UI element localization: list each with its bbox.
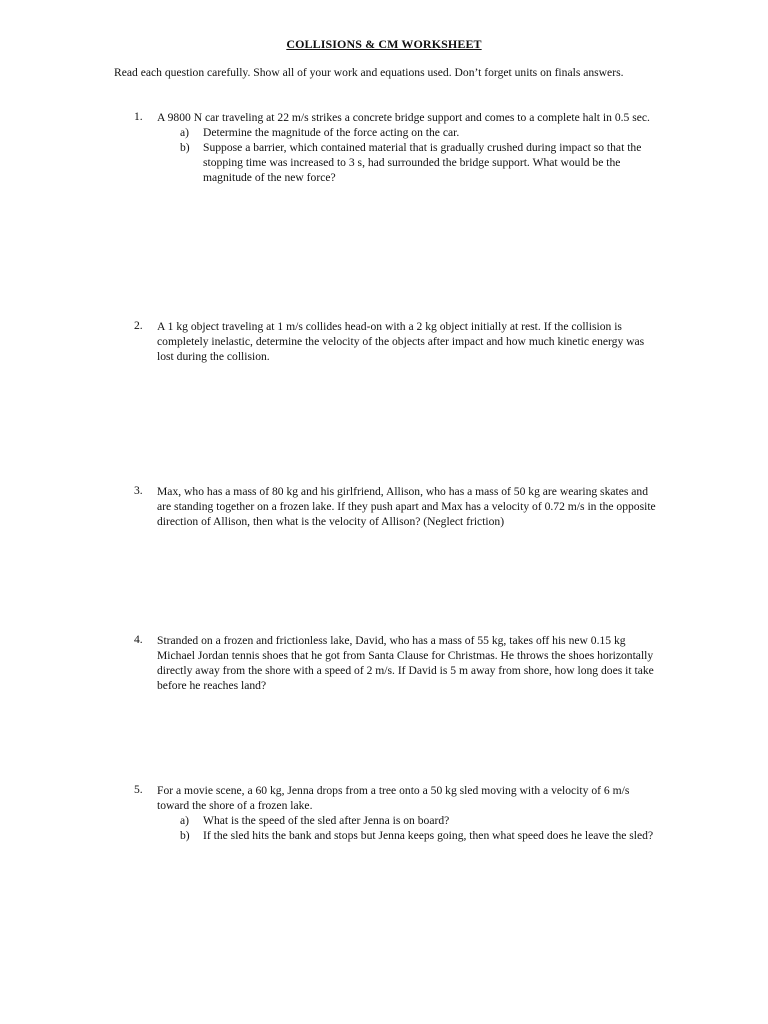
subquestion-text: What is the speed of the sled after Jenna is on board? — [203, 814, 450, 827]
question-number: 2. — [134, 319, 143, 332]
instructions: Read each question carefully. Show all of your work and equations used. Don’t forget units on finals answers. — [114, 66, 624, 79]
subquestion-label: b) — [180, 829, 190, 842]
subquestion-text: Determine the magnitude of the force acting on the car. — [203, 126, 460, 139]
question-text: For a movie scene, a 60 kg, Jenna drops from a tree onto a 50 kg sled moving with a velocity of 6 m/s toward the shore of a frozen lake. — [157, 784, 630, 812]
subquestion-label: a) — [180, 814, 190, 827]
subquestion-b — [157, 140, 657, 185]
subquestion-text: Suppose a barrier, which contained material that is gradually crushed during impact so that the stopping time was increased to 3 s, had surrounded the bridge support. What would be the magnitude of the new force? — [203, 141, 642, 184]
question-text: A 9800 N car traveling at 22 m/s strikes a concrete bridge support and comes to a complete halt in 0.5 sec. — [157, 111, 650, 124]
question-number: 4. — [134, 633, 143, 646]
question-text: Stranded on a frozen and frictionless lake, David, who has a mass of 55 kg, takes off his new 0.15 kg Michael Jordan tennis shoes that he got from Santa Clause for Christmas. He throws the shoes horizontally directly away from the shore with a speed of 2 m/s. If David is 5 m away from shore, how long does it take before he reaches land? — [157, 634, 654, 692]
page-title: COLLISIONS & CM WORKSHEET — [286, 37, 482, 51]
subquestion-label: a) — [180, 126, 190, 139]
subquestion-label: b) — [180, 141, 190, 154]
subquestion-text: If the sled hits the bank and stops but Jenna keeps going, then what speed does he leave the sled? — [203, 829, 654, 842]
question-body — [157, 110, 657, 185]
subquestion-b — [157, 828, 657, 843]
question-text: Max, who has a mass of 80 kg and his girlfriend, Allison, who has a mass of 50 kg are wearing skates and are standing together on a frozen lake. If they push apart and Max has a velocity of 0.72 m/s in the opposite direction of Allison, then what is the velocity of Allison? (Neglect friction) — [157, 485, 656, 528]
question-number: 3. — [134, 484, 143, 497]
subquestion-list — [157, 125, 657, 185]
subquestion-a — [157, 813, 657, 828]
question-number: 5. — [134, 783, 143, 796]
subquestion-list — [157, 813, 657, 843]
subquestion-a — [157, 125, 657, 140]
question-body — [157, 783, 657, 843]
question-number: 1. — [134, 110, 143, 123]
question-text: A 1 kg object traveling at 1 m/s collides head-on with a 2 kg object initially at rest. If the collision is completely inelastic, determine the velocity of the objects after impact and how much kinetic energy was lost during the collision. — [157, 320, 645, 363]
